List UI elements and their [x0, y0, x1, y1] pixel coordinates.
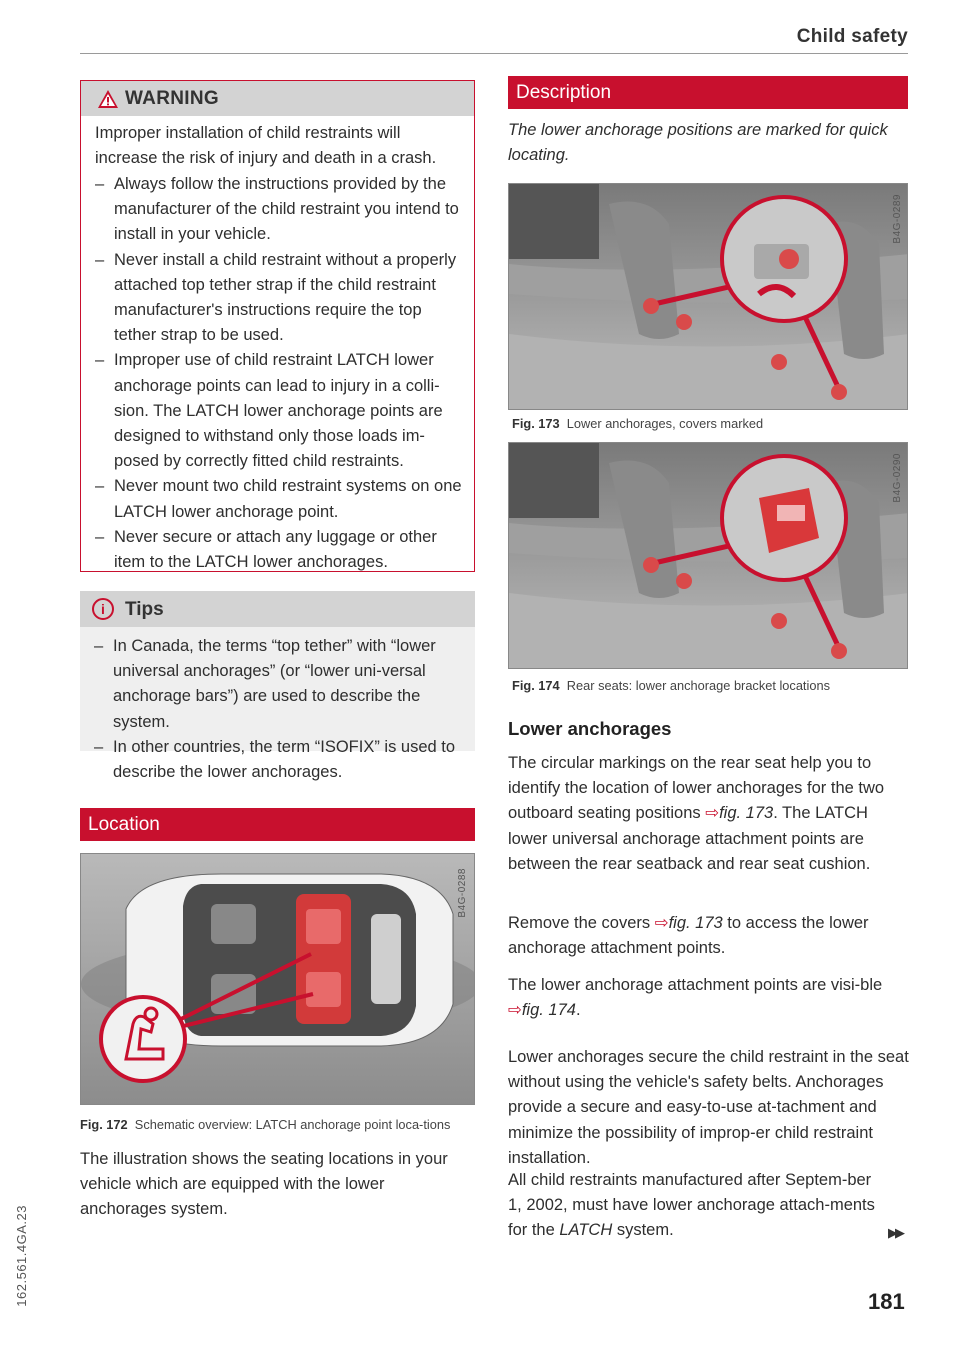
rear-seat-covers-illustration	[509, 184, 908, 410]
figure-172-image	[80, 853, 475, 1105]
tips-title: Tips	[125, 599, 164, 620]
link-arrow-icon: ⇨	[654, 914, 669, 932]
warning-item: – Never install a child restraint without a properly attached top tether strap if the child restraint manufacturer's instructions require the top tether strap to be used.	[95, 250, 457, 345]
figure-173-image	[508, 183, 908, 410]
figure-code: B4G-0290	[892, 453, 903, 503]
lower-anchorages-heading: Lower anchorages	[508, 718, 672, 739]
lower-anchorages-paragraph-5: All child restraints manufactured after Septem-ber 1, 2002, must have lower anchorage attach-ments for the LATCH system.	[508, 1171, 875, 1240]
fig-173-link[interactable]: fig. 173	[668, 914, 723, 932]
description-heading: Description	[508, 76, 908, 109]
fig-173-link[interactable]: fig. 173	[719, 804, 774, 823]
continue-arrow-icon: ▶▶	[888, 1225, 902, 1240]
car-topview-illustration	[81, 854, 475, 1105]
warning-item: – Always follow the instructions provided by the manufacturer of the child restraint you intend to install in your vehicle.	[95, 175, 459, 244]
warning-item: – Never mount two child restraint systems on one LATCH lower anchorage point.	[95, 477, 462, 521]
figure-173-caption	[512, 415, 907, 432]
rear-seat-brackets-illustration	[509, 443, 908, 669]
lower-anchorages-paragraph-1: The circular markings on the rear seat help you to identify the location of lower anchorages for the two outboard seating positions ⇨fig. 173. The LATCH lower universal anchorage attachment points are between the rear seatback and rear seat cushion.	[508, 754, 885, 873]
figure-172-caption	[80, 1116, 475, 1133]
figure-caption-text: Schematic overview: LATCH anchorage point loca-tions	[134, 1117, 451, 1132]
page-number: 181	[868, 1289, 905, 1314]
figure-code: B4G-0288	[457, 868, 468, 918]
header-rule	[80, 53, 908, 54]
warning-item: – Improper use of child restraint LATCH lower anchorage points can lead to injury in a colli-sion. The LATCH lower anchorage points are designed to withstand only those loads im-posed by correctly fitted child restraints.	[95, 351, 443, 471]
lower-anchorages-paragraph-3: The lower anchorage attachment points are visi-ble ⇨fig. 174.	[508, 976, 883, 1020]
link-arrow-icon: ⇨	[508, 1001, 522, 1020]
warning-intro: Improper installation of child restraints will increase the risk of injury and death in a crash.	[95, 124, 437, 168]
info-icon: i	[92, 598, 114, 620]
warning-item: – Never secure or attach any luggage or other item to the LATCH lower anchorages.	[95, 527, 437, 572]
description-intro: The lower anchorage positions are marked for quick locating.	[508, 121, 888, 165]
figure-label: Fig. 174	[512, 678, 560, 693]
page-header-title: Child safety	[796, 26, 908, 47]
figure-label: Fig. 172	[80, 1117, 128, 1132]
lower-anchorages-paragraph-2: Remove the covers ⇨fig. 173 to access the lower anchorage attachment points.	[508, 914, 869, 958]
figure-caption-text: Rear seats: lower anchorage bracket locations	[566, 678, 830, 693]
figure-label: Fig. 173	[512, 416, 560, 431]
figure-174-caption	[512, 677, 907, 694]
lower-anchorages-paragraph-4: Lower anchorages secure the child restraint in the seat without using the vehicle's safety belts. Anchorages provide a secure and easy-to-use at-tachment and minimize the possibility of improp-er child restraint installation.	[508, 1048, 909, 1167]
tips-item: – In other countries, the term “ISOFIX” is used to describe the lower anchorages.	[94, 737, 456, 782]
link-arrow-icon: ⇨	[705, 804, 720, 823]
tips-box	[80, 591, 475, 782]
warning-title: WARNING	[125, 88, 219, 109]
figure-174-image	[508, 442, 908, 669]
location-paragraph: The illustration shows the seating locations in your vehicle which are equipped with the lower anchorages system.	[80, 1150, 448, 1219]
figure-caption-text: Lower anchorages, covers marked	[566, 416, 764, 431]
figure-code: B4G-0289	[892, 194, 903, 244]
warning-triangle-icon	[97, 89, 119, 109]
tips-item: – In Canada, the terms “top tether” with “lower universal anchorages” (or “lower uni-versal anchorage bars”) are used to describe the system.	[94, 637, 436, 731]
warning-box	[80, 80, 475, 572]
warning-list	[95, 172, 465, 575]
location-heading: Location	[80, 808, 475, 841]
fig-174-link[interactable]: fig. 174	[521, 1001, 576, 1020]
tips-list	[94, 634, 464, 785]
document-code: 162.561.4GA.23	[14, 1205, 29, 1307]
